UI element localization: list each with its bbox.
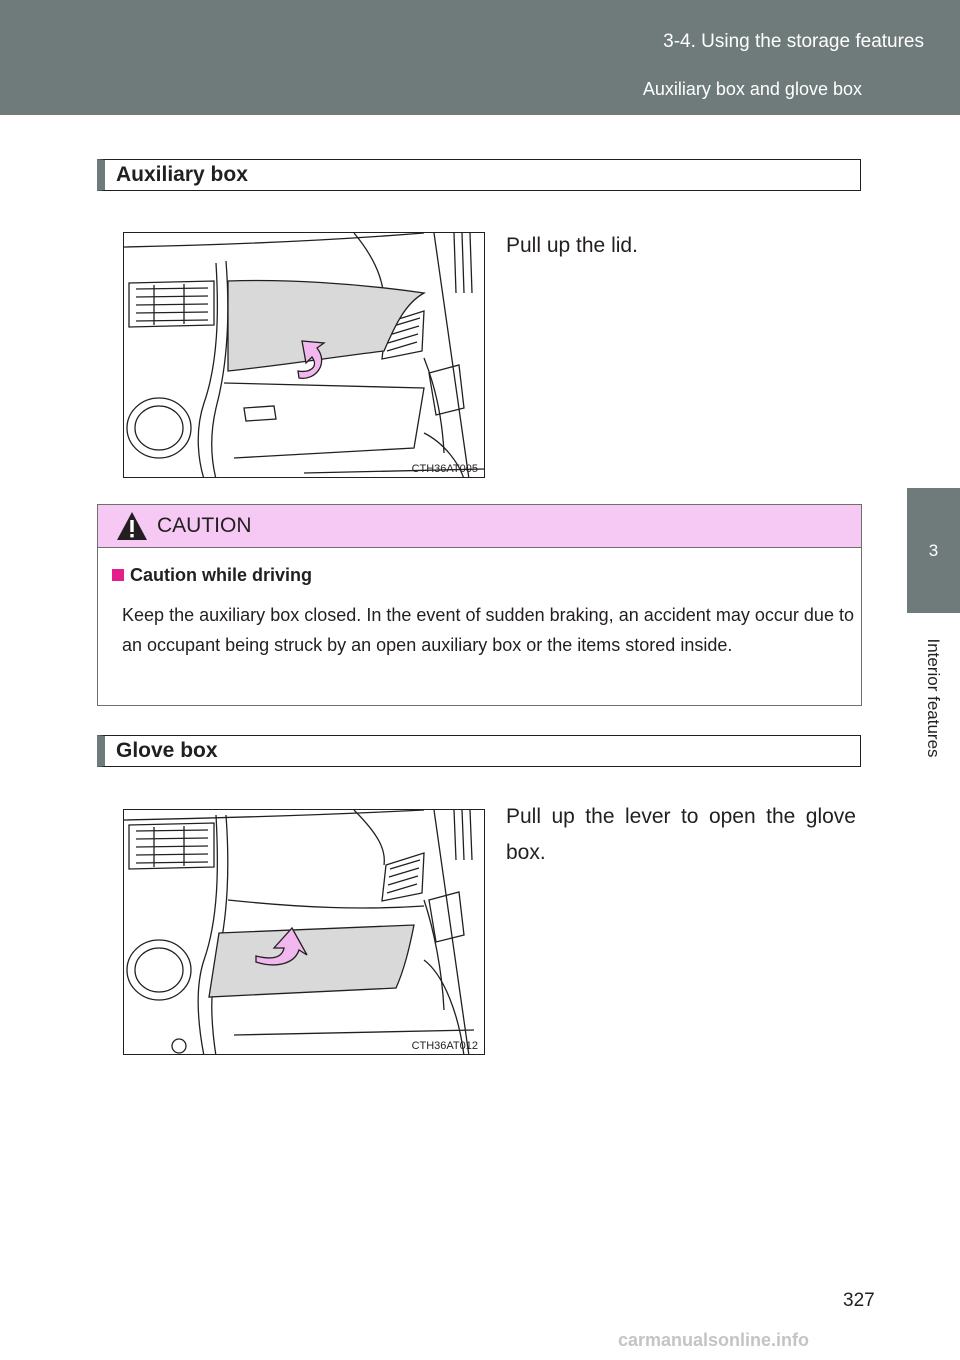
caution-title: CAUTION <box>157 514 252 537</box>
auxiliary-box-illustration <box>124 233 485 478</box>
glove-box-instruction: Pull up the lever to open the glove box. <box>506 805 856 864</box>
glove-box-lid-highlight <box>209 925 414 997</box>
chapter-label <box>906 618 960 778</box>
glove-box-heading-text: Glove box <box>116 739 218 762</box>
page-header <box>0 0 960 115</box>
watermark: carmanualsonline.info <box>618 1330 810 1350</box>
auxiliary-box-heading <box>97 159 861 191</box>
chapter-title: 3-4. Using the storage features <box>663 31 924 52</box>
auxiliary-box-figure <box>123 232 485 478</box>
caution-subheading-text: Caution while driving <box>130 565 313 585</box>
figure-code: CTH36AT012 <box>411 1040 478 1052</box>
chapter-number: 3 <box>928 540 939 560</box>
section-title: Auxiliary box and glove box <box>642 79 862 99</box>
figure-code: CTH36AT005 <box>411 463 478 475</box>
caution-subheading <box>112 565 312 586</box>
auxiliary-lid-highlight <box>228 281 424 372</box>
glove-box-heading <box>97 735 861 767</box>
caution-box <box>97 504 862 706</box>
auxiliary-box-instruction: Pull up the lid. <box>506 234 638 257</box>
caution-body: Keep the auxiliary box closed. In the event of sudden braking, an accident may occur due to an occupant being struck by an open auxiliary box or the items stored inside. <box>122 605 854 655</box>
chapter-tab[interactable] <box>907 488 960 613</box>
glove-box-figure <box>123 809 485 1055</box>
page-number: 327 <box>843 1290 875 1311</box>
bullet-square-icon <box>112 569 124 581</box>
glove-box-illustration <box>124 810 485 1055</box>
chapter-label-text: Interior features <box>924 638 943 758</box>
warning-triangle-icon <box>116 511 148 541</box>
auxiliary-box-heading-text: Auxiliary box <box>116 163 248 186</box>
caution-header <box>98 505 861 548</box>
